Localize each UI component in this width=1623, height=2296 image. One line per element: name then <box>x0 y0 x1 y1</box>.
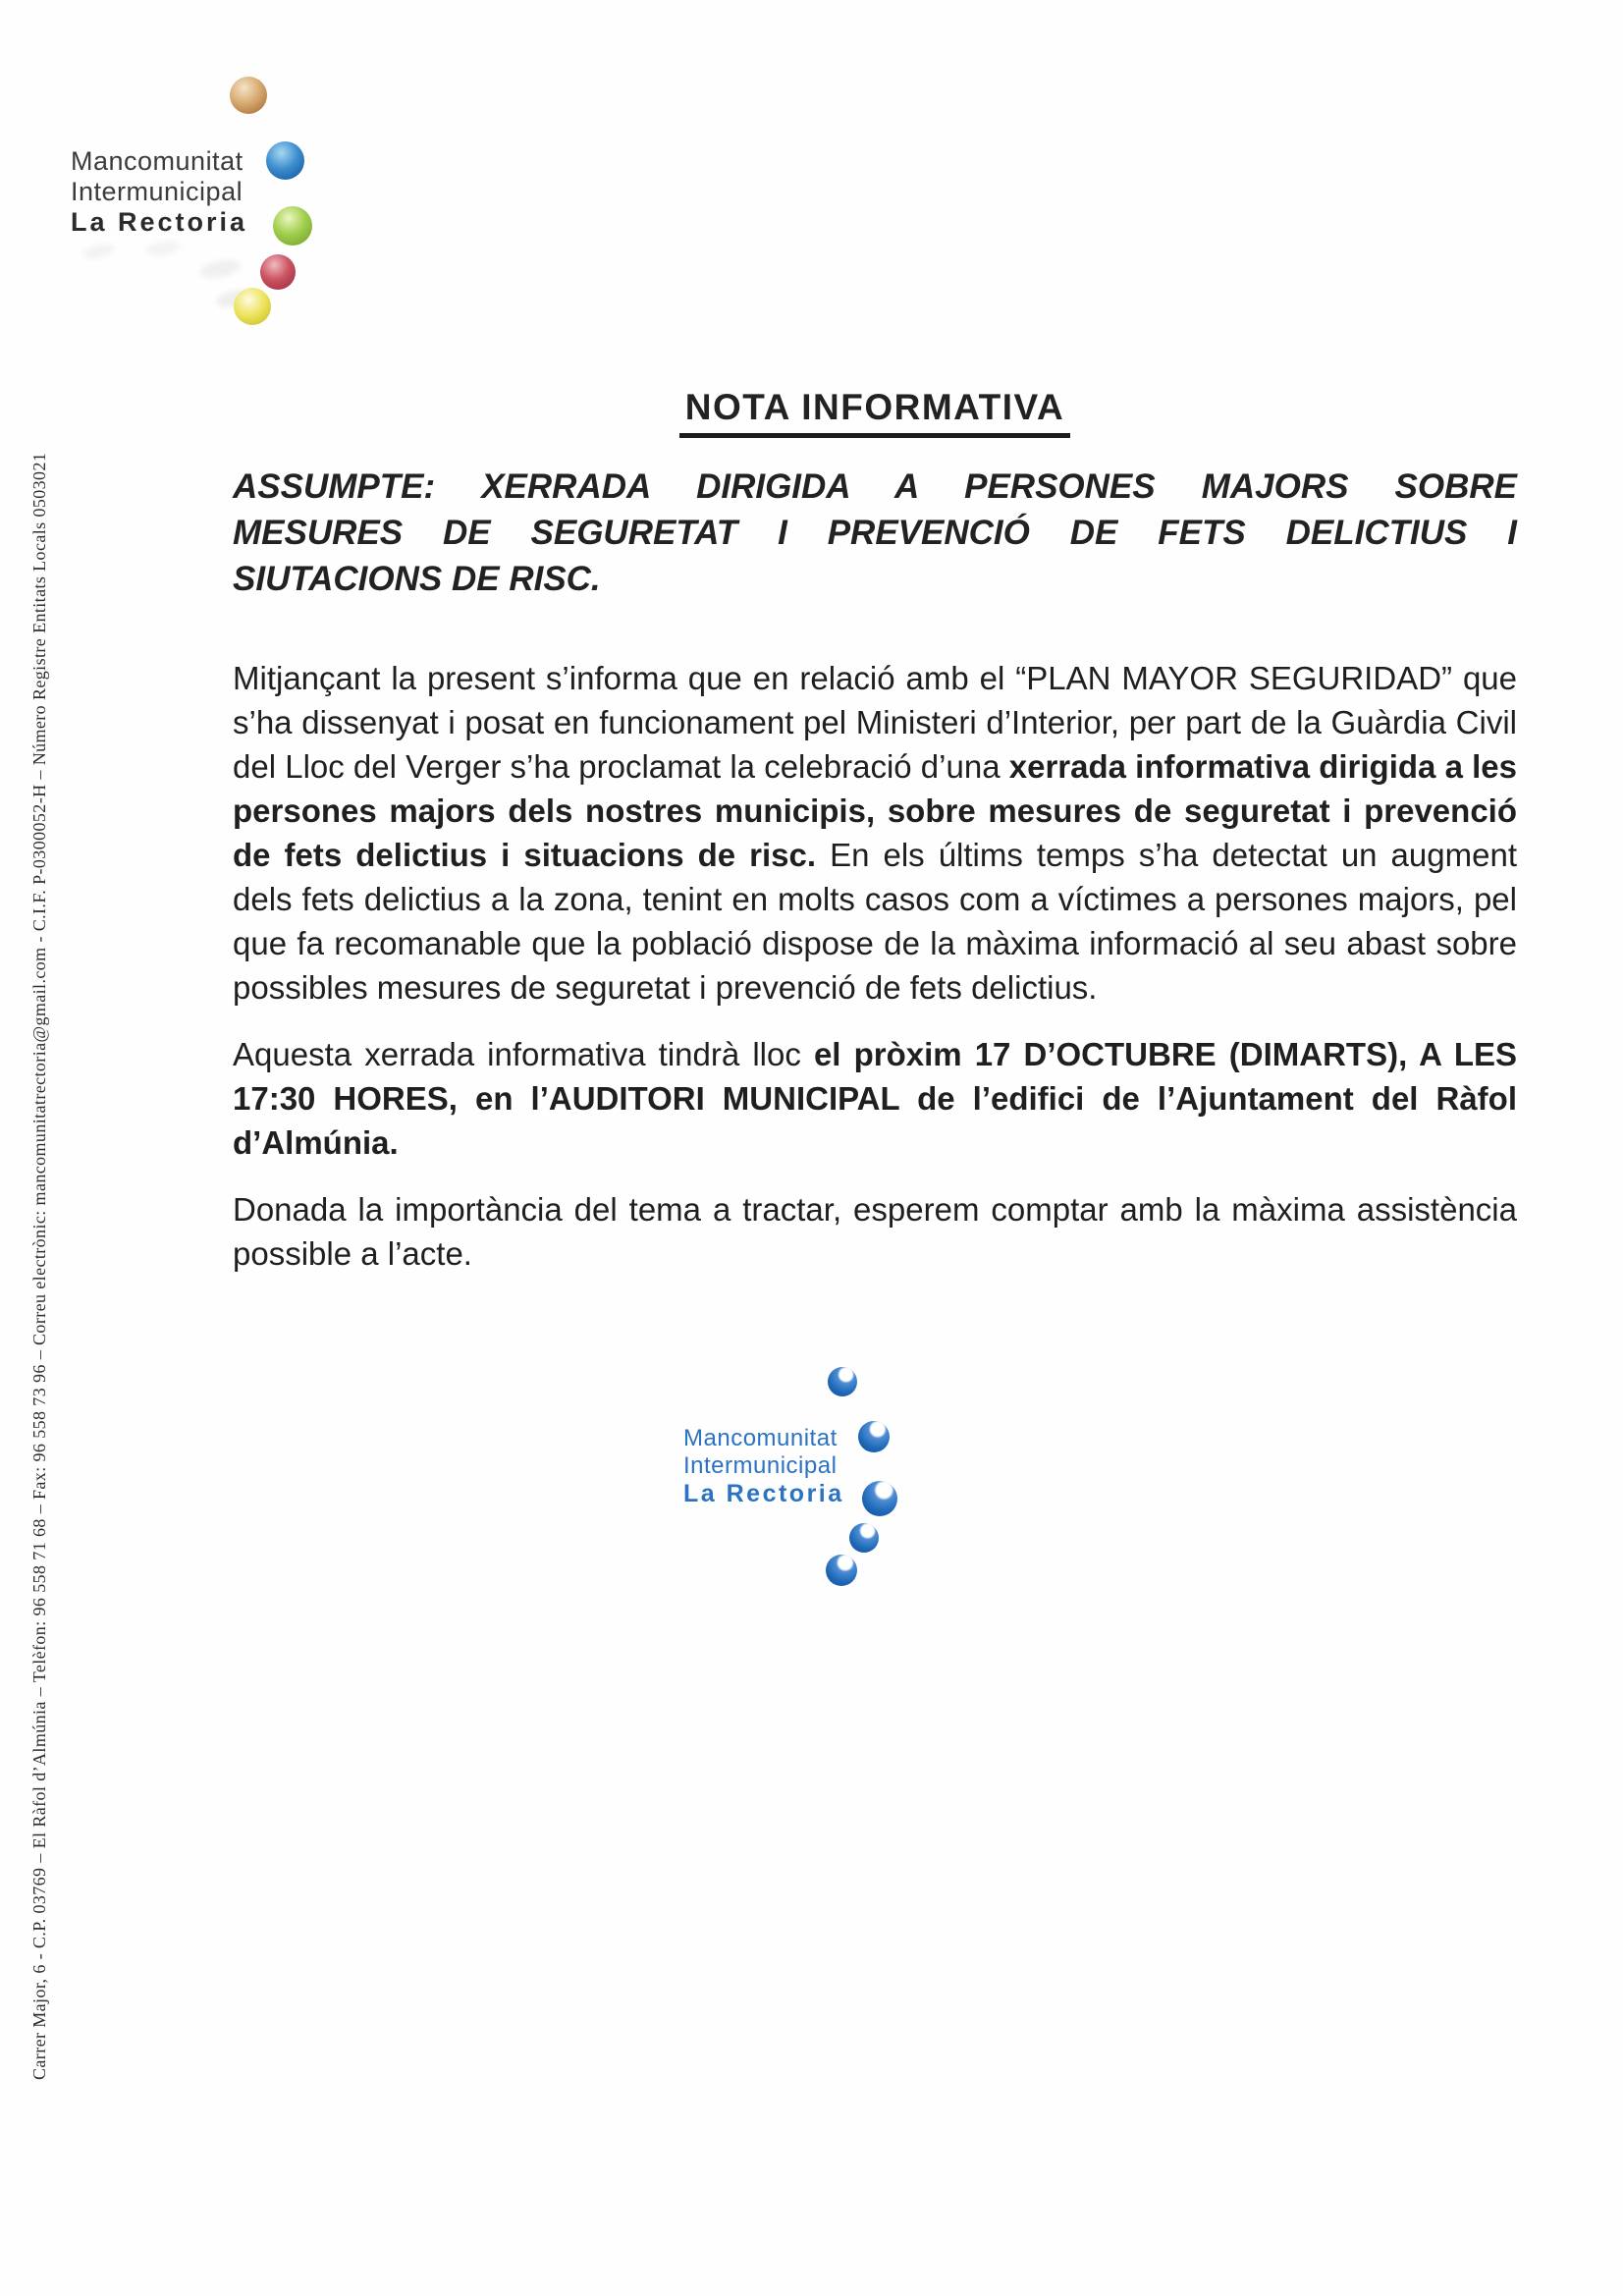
subject-line: ASSUMPTE: XERRADA DIRIGIDA A PERSONES MAJORS SOBRE <box>233 467 1517 506</box>
logo-sphere-yellow-icon <box>234 288 271 325</box>
stamp-name-line2: Intermunicipal <box>683 1452 838 1479</box>
org-name-line2: Intermunicipal <box>71 177 243 206</box>
stamp-sphere-icon <box>862 1481 897 1516</box>
document-body <box>233 656 1517 1298</box>
body-paragraph: Donada la importància del tema a tractar, esperem comptar amb la màxima assistència possible a l’acte. <box>233 1191 1517 1272</box>
subject-heading <box>233 464 1517 602</box>
letterhead-sidebar-text: Carrer Major, 6 - C.P. 03769 – El Ràfol d’Almúnia – Telèfon: 96 558 71 68 – Fax: 96 558 73 96 – Correu electrònic: mancomunitatrectoria@gmail.com - C.I.F. P-0300052-H – Número Registre Entitats Locals 0503021 <box>29 452 49 2080</box>
logo-sphere-red-icon <box>260 254 296 290</box>
body-paragraph: Aquesta xerrada informativa tindrà lloc el pròxim 17 D’OCTUBRE (DIMARTS), A LES 17:30 HORES, en l’AUDITORI MUNICIPAL de l’edifici de l’Ajuntament del Ràfol d’Almúnia. <box>233 1036 1518 1161</box>
title-row <box>233 387 1517 438</box>
scan-smudge <box>82 242 116 260</box>
scan-smudge <box>198 257 242 281</box>
logo-sphere-green-icon <box>273 206 312 246</box>
stamp-sphere-icon <box>828 1367 857 1396</box>
org-name-line1: Mancomunitat <box>71 146 243 176</box>
subject-line: SIUTACIONS DE RISC. <box>233 560 601 598</box>
logo-sphere-blue-icon <box>266 141 304 180</box>
stamp-name-line3: La Rectoria <box>683 1480 844 1507</box>
ink-stamp-text <box>683 1425 844 1507</box>
stamp-sphere-icon <box>826 1555 857 1586</box>
document-title: NOTA INFORMATIVA <box>679 387 1070 438</box>
org-name-line3: La Rectoria <box>71 207 248 237</box>
subject-line: MESURES DE SEGURETAT I PREVENCIÓ DE FETS DELICTIUS I <box>233 514 1517 552</box>
logo-sphere-tan-icon <box>230 77 267 114</box>
stamp-sphere-icon <box>849 1523 879 1553</box>
org-logo-text <box>71 146 247 238</box>
stamp-name-line1: Mancomunitat <box>683 1425 838 1451</box>
scan-smudge <box>144 239 182 258</box>
body-paragraph: Mitjançant la present s’informa que en relació amb el “PLAN MAYOR SEGURIDAD” que s’ha dissenyat i posat en funcionament pel Ministeri d’Interior, per part de la Guàrdia Civil del Lloc del Verger s’ha proclamat la celebració d’una xerrada informativa dirigida a les persones majors dels nostres municipis, sobre mesures de seguretat i prevenció de fets delictius i situacions de risc. En els últims temps s’ha detectat un augment dels fets delictius a la zona, tenint en molts casos com a víctimes a persones majors, pel que fa recomanable que la població dispose de la màxima informació al seu abast sobre possibles mesures de seguretat i prevenció de fets delictius. <box>233 660 1517 1006</box>
stamp-sphere-icon <box>858 1421 890 1452</box>
